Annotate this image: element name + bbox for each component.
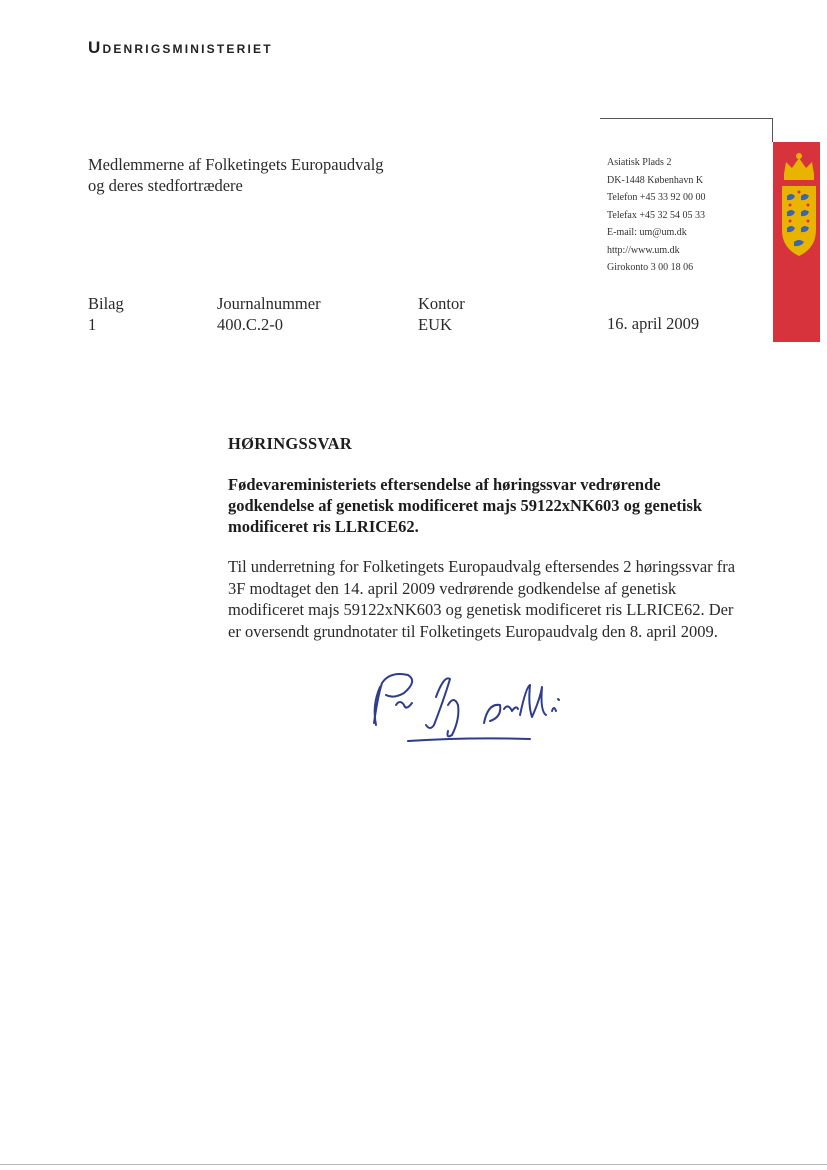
address-city: DK-1448 København K [607,174,704,186]
sender-address [607,154,706,277]
address-giro: Girokonto 3 00 18 06 [607,262,694,273]
kontor-field [418,293,465,335]
coat-of-arms-icon [778,152,820,262]
document-subject: Fødevareministeriets eftersendelse af høringssvar vedrørende godkendelse af genetisk modificeret majs 59122xNK603 og genetisk modificeret ris LLRICE62. [228,475,703,536]
document-heading: HØRINGSSVAR [228,434,353,453]
address-email: E-mail: um@um.dk [607,227,687,238]
journal-field [217,293,321,335]
document-date: 16. april 2009 [607,314,700,333]
organization-name: Udenrigsministeriet [88,38,273,57]
address-website: http://www.um.dk [607,244,680,256]
address-fax: Telefax +45 32 54 05 33 [607,209,705,221]
signature-icon [360,665,580,755]
bilag-field [88,293,124,335]
body-paragraph: Til underretning for Folketingets Europaudvalg eftersendes 2 høringssvar fra 3F modtaget den 14. april 2009 vedrørende godkendelse af genetisk modificeret majs 59122xNK603 og genetisk modificeret ris LLRICE62. Der er oversendt grundnotater til Folketingets Europaudvalg den 8. april 2009. [228,557,736,641]
kontor-value: EUK [418,315,452,334]
recipient-block [88,154,384,196]
kontor-label: Kontor [418,294,465,313]
recipient-line-1: Medlemmerne af Folketingets Europaudvalg [88,155,384,174]
bilag-value: 1 [88,315,97,334]
journal-label: Journalnummer [217,294,321,313]
header-rule [600,118,772,119]
bilag-label: Bilag [88,294,124,313]
document-body [228,556,740,642]
page-bottom-edge [0,1164,827,1165]
address-street: Asiatisk Plads 2 [607,157,672,168]
address-phone: Telefon +45 33 92 00 00 [607,192,706,203]
recipient-line-2: og deres stedfortrædere [88,176,243,195]
header-rule-vertical [772,118,773,142]
journal-value: 400.C.2-0 [217,315,283,334]
